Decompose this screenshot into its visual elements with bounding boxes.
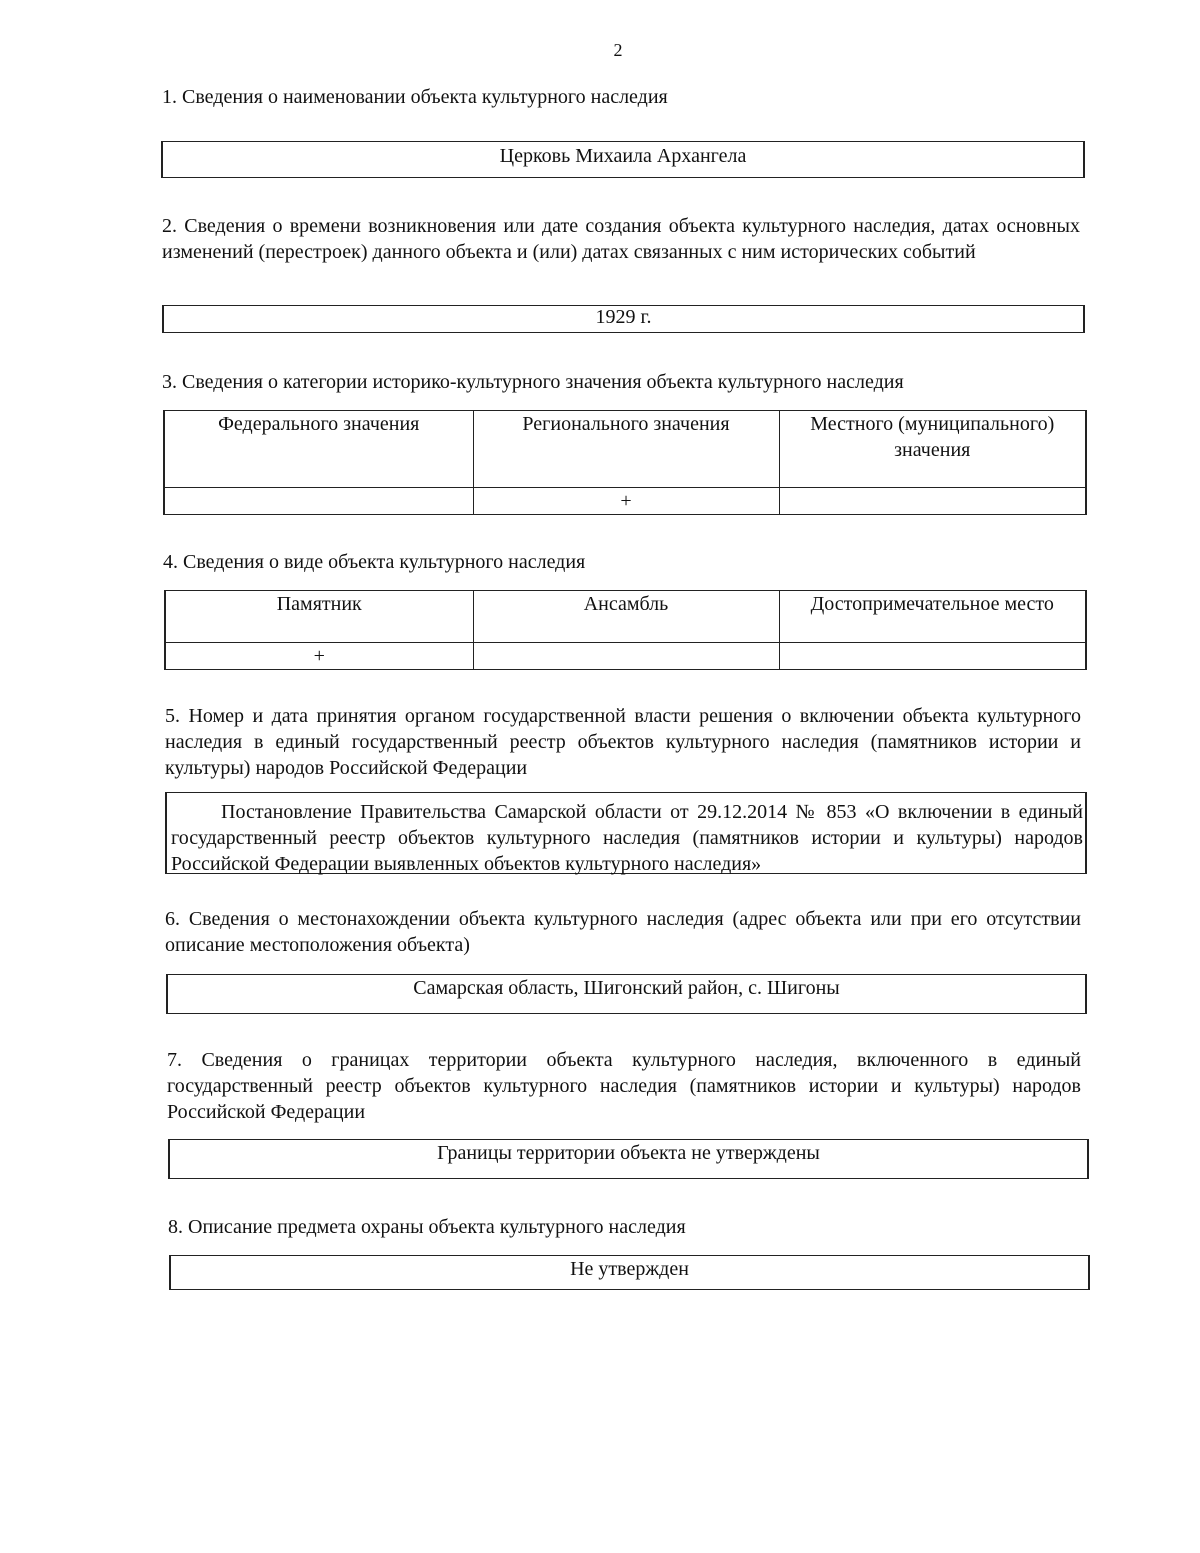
section-5-heading: 5. Номер и дата принятия органом государственной власти решения о включении объекта культурного наследия в единый государственный реестр объектов культурного наследия (памятников истории и культуры) народов Российской Федерации	[165, 705, 1081, 779]
type-header-landmark: Достопримечательное место	[779, 591, 1086, 643]
category-header-federal: Федерального значения	[164, 411, 473, 488]
type-table	[164, 590, 1087, 670]
type-header-ensemble: Ансамбль	[473, 591, 779, 643]
section-8-box	[169, 1255, 1090, 1290]
type-header-monument: Памятник	[165, 591, 473, 643]
type-mark-landmark	[779, 643, 1086, 670]
type-mark-ensemble	[473, 643, 779, 670]
section-7-box	[168, 1139, 1089, 1179]
date-value: 1929 г.	[595, 306, 652, 328]
section-1-heading: 1. Сведения о наименовании объекта культурного наследия	[162, 86, 668, 108]
section-4-heading: 4. Сведения о виде объекта культурного наследия	[163, 551, 586, 573]
category-mark-federal	[164, 488, 473, 515]
section-3-heading: 3. Сведения о категории историко-культурного значения объекта культурного наследия	[162, 371, 904, 393]
category-mark-local	[779, 488, 1086, 515]
type-mark-monument: +	[165, 643, 473, 670]
section-6-heading: 6. Сведения о местонахождении объекта культурного наследия (адрес объекта или при его отсутствии описание местоположения объекта)	[165, 908, 1081, 956]
boundaries-value: Границы территории объекта не утверждены	[437, 1142, 820, 1164]
location-value: Самарская область, Шигонский район, с. Шигоны	[413, 977, 840, 999]
section-2-box	[162, 305, 1085, 333]
section-2-heading: 2. Сведения о времени возникновения или дате создания объекта культурного наследия, датах основных изменений (перестроек) данного объекта и (или) датах связанных с ним исторических событий	[162, 215, 1080, 263]
section-6-box	[166, 974, 1087, 1014]
category-table	[163, 410, 1087, 515]
section-8-heading: 8. Описание предмета охраны объекта культурного наследия	[168, 1216, 686, 1238]
category-header-local: Местного (муниципального) значения	[779, 411, 1086, 488]
category-mark-regional: +	[473, 488, 779, 515]
category-header-regional: Регионального значения	[473, 411, 779, 488]
section-1-box	[161, 141, 1085, 178]
object-name-value: Церковь Михаила Архангела	[499, 145, 747, 167]
section-7-heading: 7. Сведения о границах территории объекта культурного наследия, включенного в единый государственный реестр объектов культурного наследия (памятников истории и культуры) народов Российской Федерации	[167, 1049, 1081, 1123]
protection-subject-value: Не утвержден	[570, 1258, 689, 1280]
decree-box: Постановление Правительства Самарской области от 29.12.2014 № 853 «О включении в единый государственный реестр объектов культурного наследия (памятников истории и культуры) народов Российской Федерации выявленных объектов культурного наследия»	[165, 792, 1087, 874]
page-number: 2	[613, 40, 623, 60]
